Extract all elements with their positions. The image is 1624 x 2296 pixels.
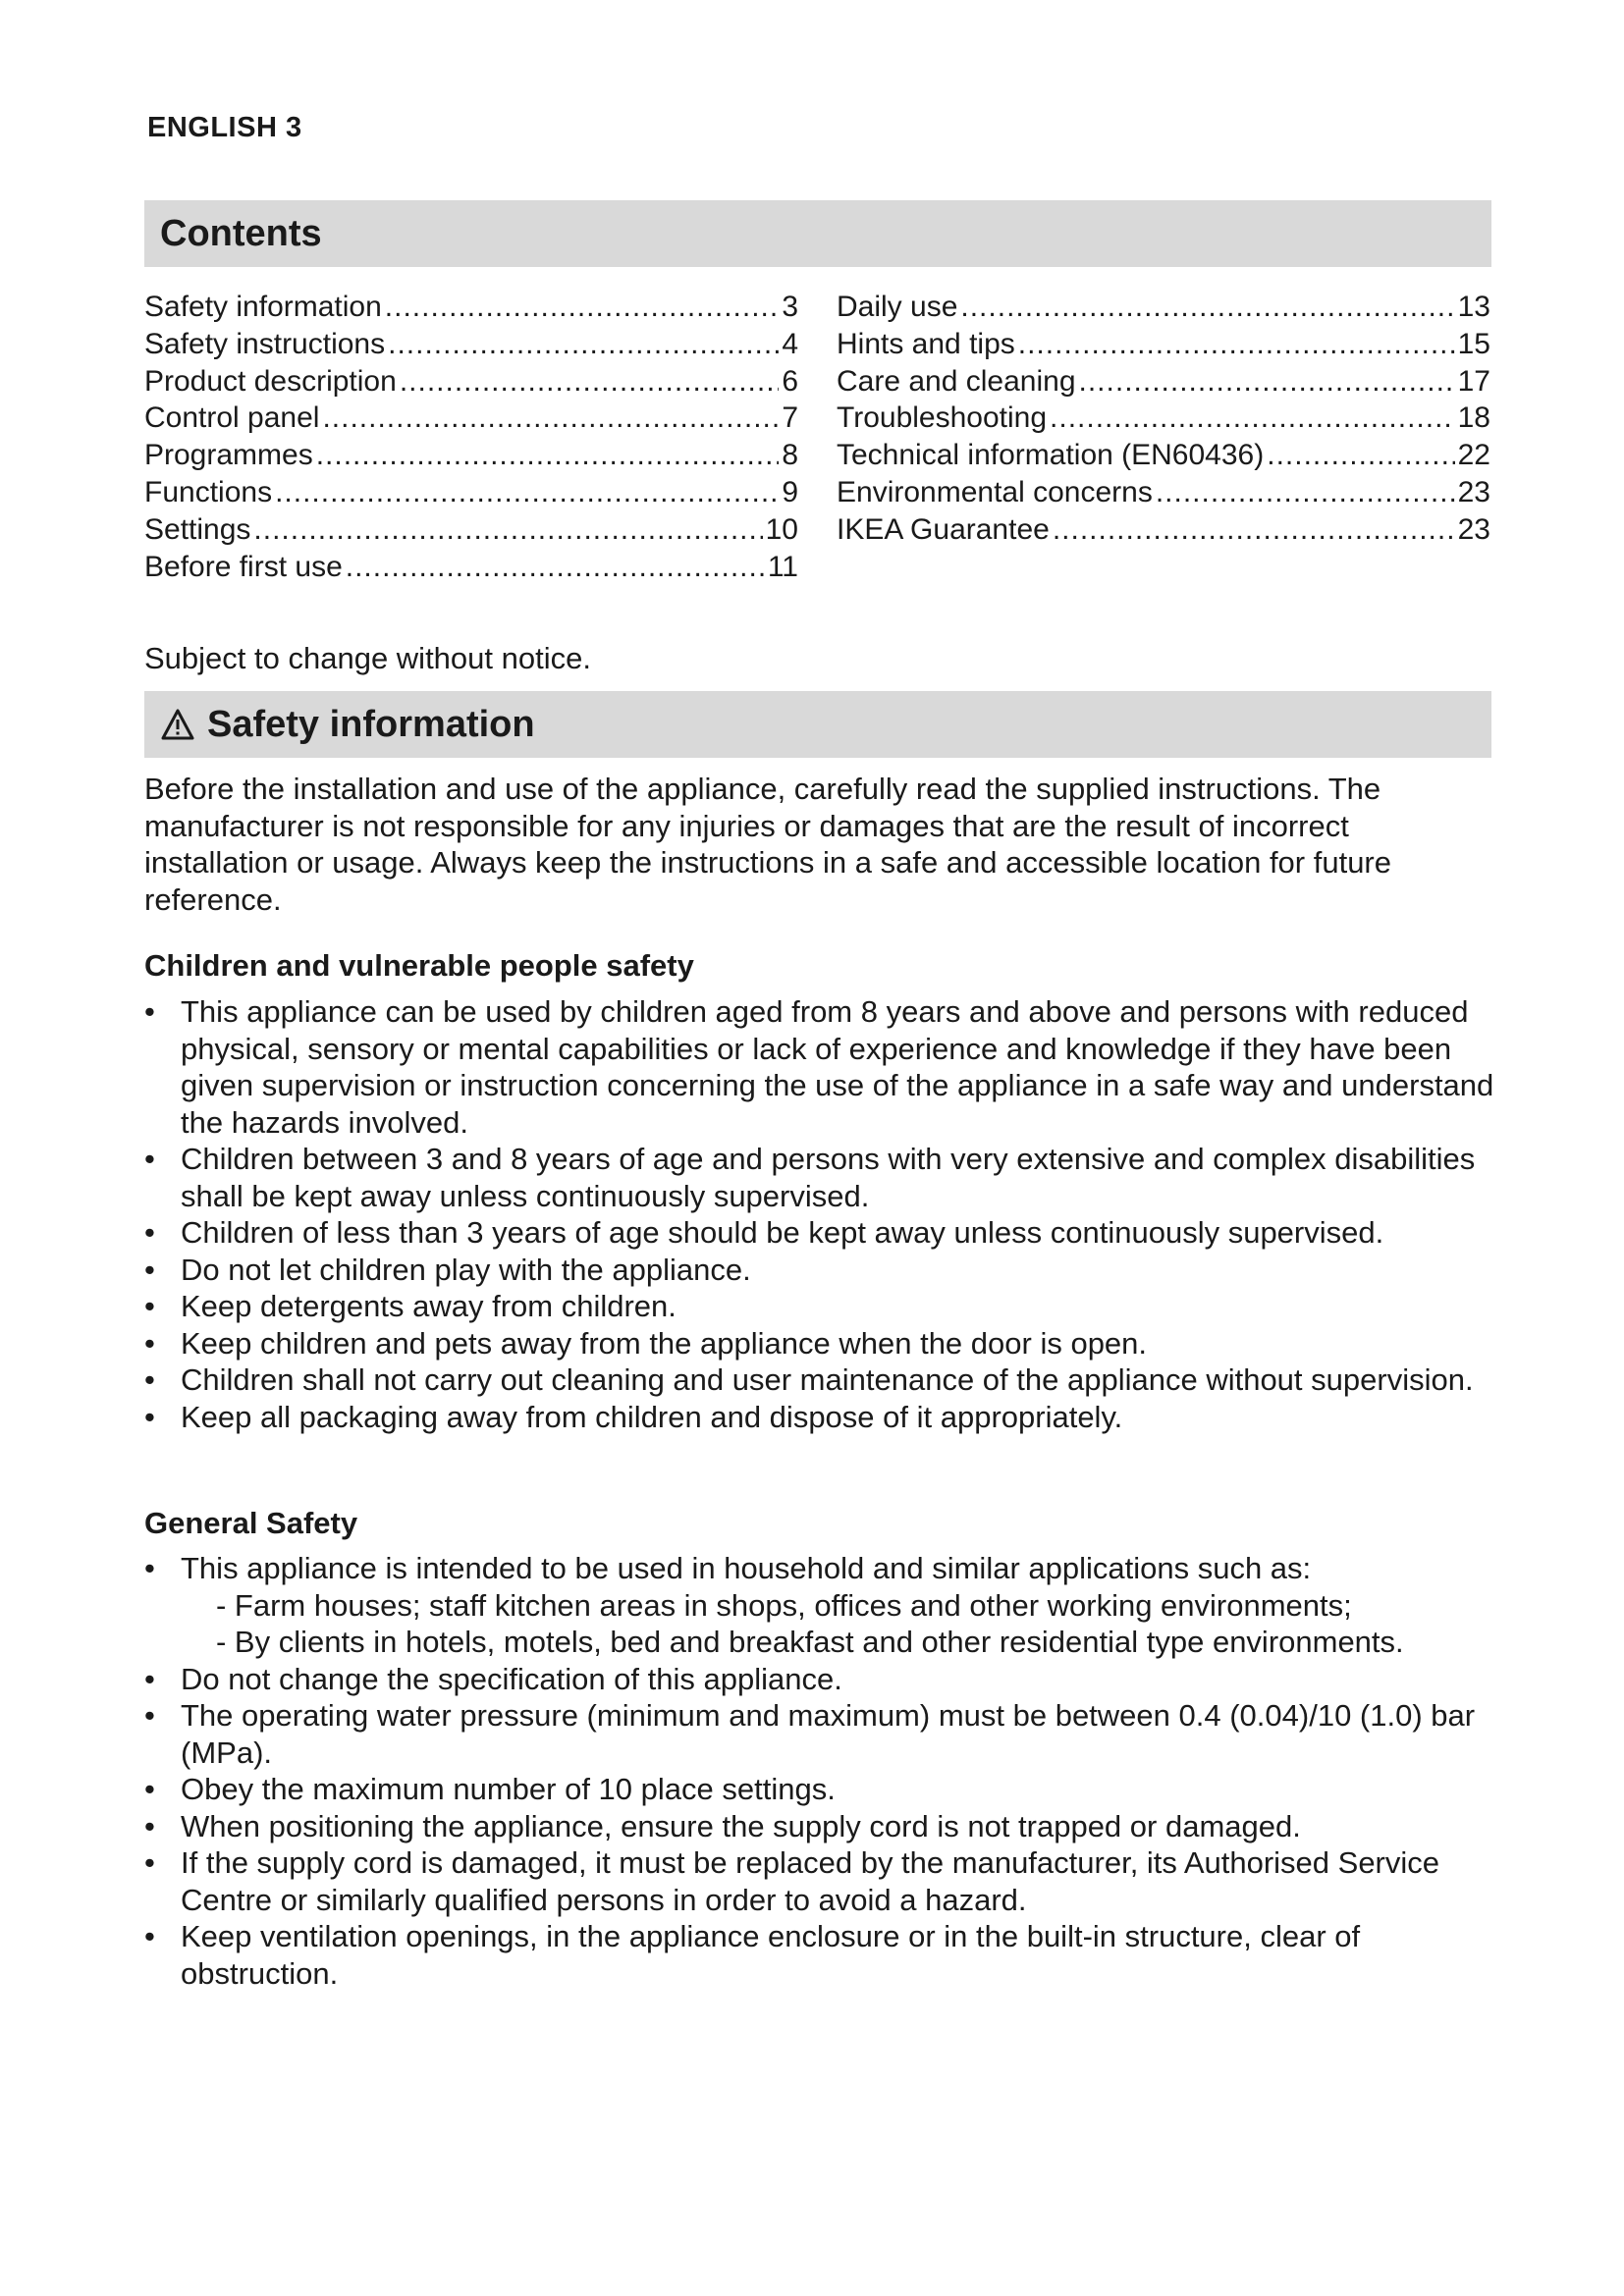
list-item: • Keep ventilation openings, in the appliance enclosure or in the built-in structure, clear of obstruction. (144, 1919, 1361, 1991)
list-item: • Children of less than 3 years of age should be kept away unless continuously supervised. (144, 1215, 1384, 1250)
warning-triangle-icon (160, 708, 195, 741)
list-item: • When positioning the appliance, ensure the supply cord is not trapped or damaged. (144, 1808, 1301, 1843)
toc-entry[interactable]: Technical information (EN60436) ..... 22 (837, 439, 1490, 476)
list-item: • The operating water pressure (minimum and maximum) must be between 0.4 (0.04)/10 (1.0) bar (MPa). (144, 1698, 1476, 1770)
toc-entry[interactable]: IKEA Guarantee ..... 23 (837, 513, 1490, 551)
list-item: • Children shall not carry out cleaning and user maintenance of the appliance without supervision. (144, 1362, 1474, 1397)
page-label: ENGLISH 3 (147, 112, 302, 143)
sub-list-item: - By clients in hotels, motels, bed and breakfast and other residential type environments. (216, 1625, 1404, 1659)
toc-entry[interactable]: Functions ..... 9 (144, 476, 798, 513)
list-item: • Keep children and pets away from the appliance when the door is open. (144, 1325, 1148, 1361)
sub-list (181, 1587, 1504, 1661)
general-safety-list (144, 1550, 1504, 1992)
list-item: • Children between 3 and 8 years of age and persons with very extensive and complex disabilities shall be kept away unless continuously supervised. (144, 1142, 1476, 1213)
toc-right-column (837, 291, 1490, 551)
list-item: • Do not change the specification of this appliance. (144, 1661, 842, 1696)
toc-left-column (144, 291, 798, 587)
toc-entry[interactable]: Programmes ..... 8 (144, 439, 798, 476)
toc-entry[interactable]: Safety information ..... 3 (144, 291, 798, 328)
toc-entry[interactable]: Settings ..... 10 (144, 513, 798, 551)
toc-entry[interactable]: Daily use ..... 13 (837, 291, 1490, 328)
toc-entry[interactable]: Care and cleaning ..... 17 (837, 365, 1490, 402)
safety-header (144, 691, 1491, 758)
toc-entry[interactable]: Control panel ..... 7 (144, 401, 798, 439)
change-notice: Subject to change without notice. (144, 641, 591, 675)
safety-title: Safety information (207, 703, 535, 745)
list-item: • Keep detergents away from children. (144, 1289, 677, 1323)
children-safety-list (144, 993, 1504, 1435)
toc-entry[interactable]: Product description ..... 6 (144, 365, 798, 402)
toc-entry[interactable]: Environmental concerns ..... 23 (837, 476, 1490, 513)
contents-title: Contents (160, 212, 322, 254)
contents-header (144, 200, 1491, 267)
sub-list-item: - Farm houses; staff kitchen areas in shops, offices and other working environments; (216, 1587, 1352, 1623)
list-item: • Keep all packaging away from children and dispose of it appropriately. (144, 1399, 1123, 1434)
list-item: • Obey the maximum number of 10 place settings. (144, 1772, 836, 1806)
toc-entry[interactable]: Hints and tips ..... 15 (837, 328, 1490, 365)
toc-entry[interactable]: Safety instructions ..... 4 (144, 328, 798, 365)
toc-entry[interactable]: Before first use ..... 11 (144, 551, 798, 588)
list-item: • This appliance is intended to be used in household and similar applications such as: - Farm houses; staff kitchen areas in shops, offices and other working environments; - By clients in hotels, motels, bed and breakfast and other residential type environments. (144, 1550, 1504, 1661)
safety-intro: Before the installation and use of the appliance, carefully read the supplied instructions. The manufacturer is not responsible for any injuries or damages that are the result of incorrect installation or usage. Always keep the instructions in a safe and accessible location for future reference. (144, 772, 1392, 917)
children-safety-heading: Children and vulnerable people safety (144, 948, 694, 983)
toc-entry[interactable]: Troubleshooting ..... 18 (837, 401, 1490, 439)
list-item: • This appliance can be used by children aged from 8 years and above and persons with reduced physical, sensory or mental capabilities or lack of experience and knowledge if they have been given supervision or instruction concerning the use of the appliance in a safe way and understand the hazards involved. (144, 994, 1494, 1140)
list-item: • Do not let children play with the appliance. (144, 1252, 751, 1287)
list-item: • If the supply cord is damaged, it must be replaced by the manufacturer, its Authorised Service Centre or similarly qualified persons in order to avoid a hazard. (144, 1845, 1440, 1917)
general-safety-heading: General Safety (144, 1506, 358, 1540)
